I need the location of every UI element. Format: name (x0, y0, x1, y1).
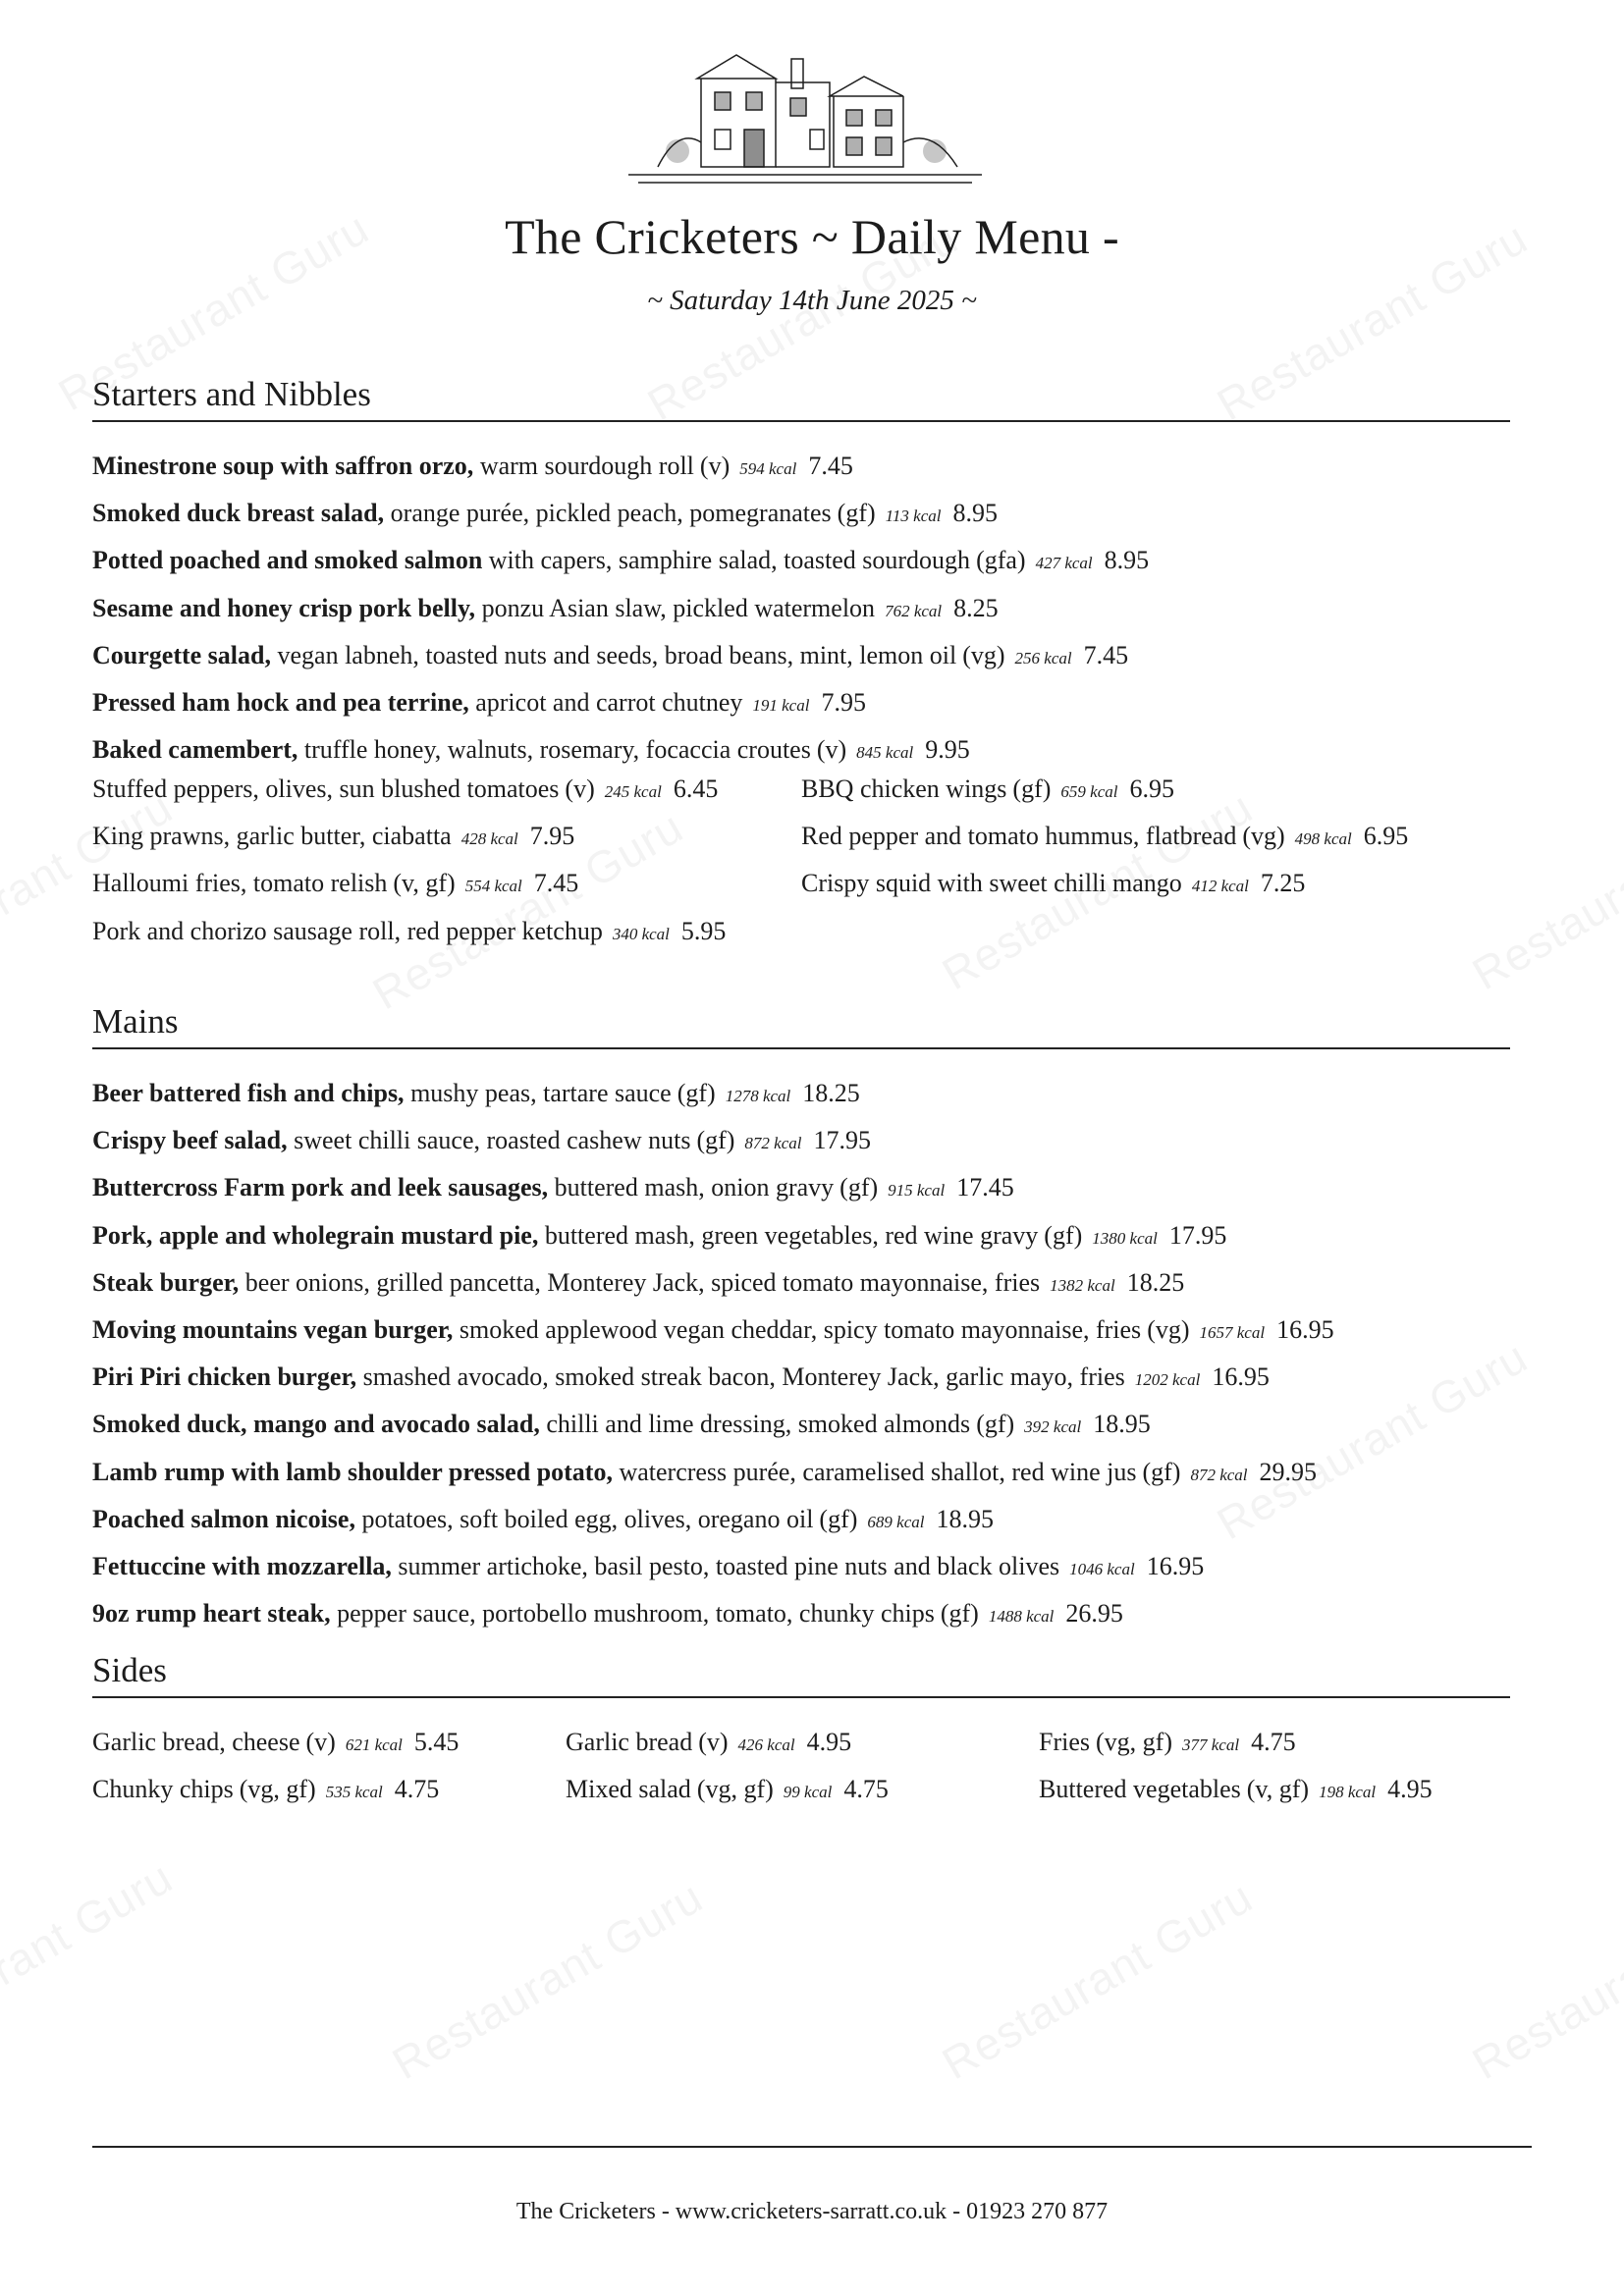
dish-description: Garlic bread (566, 1728, 693, 1756)
dish-name: Beer battered fish and chips, (92, 1079, 405, 1107)
section-heading-starters: Starters and Nibbles (92, 375, 1510, 422)
menu-item (92, 1308, 1526, 1355)
dish-price: 7.45 (1083, 640, 1129, 669)
menu-item (92, 861, 726, 908)
dish-price: 4.95 (806, 1728, 852, 1756)
dish-description: buttered mash, green vegetables, red wine gravy (538, 1220, 1039, 1250)
dish-description: apricot and carrot chutney (468, 688, 743, 718)
dish-name: Piri Piri chicken burger, (92, 1362, 357, 1392)
calorie-count: 621 kcal (345, 1735, 403, 1754)
dietary-tag: (v, gf) (393, 869, 456, 898)
dish-name: Pressed ham hock and pea terrine, (92, 688, 469, 718)
dish-description: Mixed salad (566, 1775, 691, 1804)
calorie-count: 1278 kcal (725, 1087, 791, 1105)
starters-list (92, 444, 1526, 774)
dish-name: Crispy beef salad, (92, 1126, 288, 1155)
menu-item (92, 1591, 1526, 1638)
dish-price: 17.95 (813, 1126, 871, 1155)
calorie-count: 872 kcal (744, 1134, 802, 1153)
dietary-tag: (gf) (1142, 1457, 1181, 1486)
menu-item (92, 1450, 1526, 1497)
dish-name: Potted poached and smoked salmon (92, 546, 483, 575)
dish-price: 5.95 (680, 916, 727, 945)
dish-description: Chunky chips (92, 1775, 234, 1804)
footer-contact: The Cricketers - www.cricketers-sarratt.co.uk - 01923 270 877 (515, 2199, 1109, 2224)
dish-description: truffle honey, walnuts, rosemary, focaccia croutes (298, 735, 811, 765)
calorie-count: 428 kcal (460, 829, 518, 849)
calorie-count: 1202 kcal (1134, 1370, 1201, 1390)
nibbles-left-column (92, 767, 726, 956)
dish-name: Smoked duck breast salad, (92, 499, 385, 528)
dish-name: Poached salmon nicoise, (92, 1504, 355, 1533)
menu-item (92, 1071, 1526, 1118)
dish-price: 4.95 (1387, 1775, 1433, 1804)
menu-item (92, 1118, 1526, 1165)
dish-price: 18.25 (802, 1079, 860, 1107)
menu-item (92, 491, 1526, 538)
calorie-count: 1382 kcal (1050, 1275, 1115, 1295)
menu-item (92, 680, 1526, 727)
dietary-tag: (vg, gf) (239, 1775, 316, 1804)
dish-price: 26.95 (1065, 1599, 1123, 1629)
dish-price: 8.95 (1104, 546, 1150, 575)
dietary-tag: (gf) (819, 1504, 858, 1533)
dish-price: 7.25 (1260, 869, 1306, 898)
menu-item (92, 767, 726, 814)
dish-name: Lamb rump with lamb shoulder pressed potato, (92, 1457, 613, 1486)
dietary-tag: (vg) (962, 640, 1005, 669)
dish-price: 18.25 (1126, 1267, 1185, 1297)
dish-name: Smoked duck, mango and avocado salad, (92, 1410, 540, 1439)
dish-price: 16.95 (1212, 1362, 1270, 1392)
dish-description: smashed avocado, smoked streak bacon, Monterey Jack, garlic mayo, fries (356, 1362, 1125, 1392)
calorie-count: 245 kcal (604, 782, 662, 801)
dietary-tag: (gf) (976, 1410, 1015, 1439)
dish-description: chilli and lime dressing, smoked almonds (539, 1410, 971, 1439)
dish-description: warm sourdough roll (473, 452, 694, 480)
menu-item (801, 767, 1408, 814)
calorie-count: 392 kcal (1024, 1417, 1082, 1437)
menu-item (92, 1544, 1526, 1591)
menu-item (92, 1767, 459, 1814)
dish-name: Baked camembert, (92, 735, 298, 765)
calorie-count: 915 kcal (888, 1181, 946, 1201)
dish-description: orange purée, pickled peach, pomegranates (384, 499, 832, 528)
dietary-tag: (v) (305, 1728, 336, 1756)
menu-item (92, 1720, 459, 1767)
dish-description: sweet chilli sauce, roasted cashew nuts (287, 1126, 691, 1155)
menu-item (801, 861, 1408, 908)
dish-description: Red pepper and tomato hummus, flatbread (801, 822, 1237, 851)
dietary-tag: (v) (699, 452, 731, 480)
calorie-count: 1488 kcal (988, 1607, 1055, 1627)
dietary-tag: (vg) (1147, 1315, 1190, 1345)
dish-price: 17.95 (1168, 1220, 1227, 1250)
calorie-count: 762 kcal (885, 601, 943, 620)
menu-item (1039, 1720, 1433, 1767)
calorie-count: 594 kcal (739, 459, 797, 478)
footer-divider (92, 2146, 1532, 2148)
calorie-count: 498 kcal (1294, 829, 1352, 849)
calorie-count: 1380 kcal (1092, 1228, 1158, 1248)
dish-description: beer onions, grilled pancetta, Monterey Jack, spiced tomato mayonnaise, fries (239, 1267, 1041, 1297)
dietary-tag: (v) (698, 1728, 729, 1756)
dietary-tag: (gf) (1044, 1220, 1083, 1250)
menu-item (92, 814, 726, 861)
dietary-tag: (gf) (839, 1173, 879, 1202)
dish-description: pepper sauce, portobello mushroom, tomato, chunky chips (330, 1599, 935, 1629)
menu-item (92, 1497, 1526, 1544)
calorie-count: 426 kcal (737, 1735, 795, 1754)
dish-name: Buttercross Farm pork and leek sausages, (92, 1173, 549, 1202)
dietary-tag: (v) (565, 774, 595, 803)
dish-price: 4.75 (394, 1775, 440, 1804)
dish-name: Pork, apple and wholegrain mustard pie, (92, 1220, 539, 1250)
dish-description: King prawns, garlic butter, ciabatta (92, 822, 452, 851)
section-heading-sides: Sides (92, 1651, 1510, 1698)
dish-description: summer artichoke, basil pesto, toasted pine nuts and black olives (391, 1552, 1060, 1581)
nibbles-right-column (801, 767, 1408, 909)
menu-item (566, 1720, 889, 1767)
menu-date: ~ Saturday 14th June 2025 ~ (647, 285, 977, 316)
dietary-tag: (gf) (677, 1079, 716, 1107)
menu-item (566, 1767, 889, 1814)
menu-title: The Cricketers ~ Daily Menu - (505, 209, 1119, 264)
dish-description: vegan labneh, toasted nuts and seeds, broad beans, mint, lemon oil (270, 640, 957, 669)
dish-name: Courgette salad, (92, 640, 271, 669)
dish-description: potatoes, soft boiled egg, olives, oregano oil (354, 1504, 814, 1533)
dish-price: 6.45 (673, 774, 719, 803)
menu-item (92, 586, 1526, 633)
sides-column-2 (566, 1720, 889, 1814)
dish-name: Minestrone soup with saffron orzo, (92, 452, 474, 480)
dish-price: 6.95 (1363, 822, 1409, 851)
dish-price: 18.95 (1093, 1410, 1151, 1439)
dish-description: Fries (1039, 1728, 1090, 1756)
dietary-tag: (gfa) (976, 546, 1026, 575)
dietary-tag: (v, gf) (1246, 1775, 1310, 1804)
dish-description: Crispy squid with sweet chilli mango (801, 869, 1182, 898)
dish-description: smoked applewood vegan cheddar, spicy tomato mayonnaise, fries (453, 1315, 1142, 1345)
mains-list (92, 1071, 1526, 1638)
menu-item (92, 538, 1526, 585)
dish-description: with capers, samphire salad, toasted sourdough (482, 546, 971, 575)
dish-price: 8.25 (953, 593, 999, 622)
menu-item (92, 909, 726, 956)
calorie-count: 845 kcal (856, 743, 914, 763)
dish-description: Pork and chorizo sausage roll, red pepper ketchup (92, 916, 603, 945)
dietary-tag: (vg, gf) (1096, 1728, 1172, 1756)
dish-description: Stuffed peppers, olives, sun blushed tomatoes (92, 774, 560, 803)
calorie-count: 340 kcal (612, 924, 670, 943)
menu-item (801, 814, 1408, 861)
menu-item (92, 633, 1526, 680)
dish-description: ponzu Asian slaw, pickled watermelon (475, 593, 876, 622)
dietary-tag: (vg, gf) (696, 1775, 774, 1804)
dietary-tag: (gf) (1012, 774, 1052, 803)
calorie-count: 191 kcal (752, 696, 810, 716)
dish-price: 16.95 (1276, 1315, 1334, 1345)
menu-item (1039, 1767, 1433, 1814)
dish-description: mushy peas, tartare sauce (404, 1079, 672, 1107)
dish-price: 29.95 (1259, 1457, 1318, 1486)
calorie-count: 99 kcal (783, 1783, 833, 1802)
dish-name: Fettuccine with mozzarella, (92, 1552, 392, 1581)
dish-name: Sesame and honey crisp pork belly, (92, 593, 476, 622)
menu-item (92, 1213, 1526, 1260)
dish-description: Garlic bread, cheese (92, 1728, 300, 1756)
menu-item (92, 1165, 1526, 1212)
dish-price: 7.95 (821, 688, 866, 718)
dish-price: 17.45 (956, 1173, 1014, 1202)
sides-column-3 (1039, 1720, 1433, 1814)
calorie-count: 198 kcal (1319, 1783, 1377, 1802)
dish-name: Moving mountains vegan burger, (92, 1315, 454, 1345)
calorie-count: 535 kcal (325, 1783, 383, 1802)
dish-description: watercress purée, caramelised shallot, red wine jus (612, 1457, 1137, 1486)
dish-price: 5.45 (413, 1728, 460, 1756)
dish-price: 7.45 (533, 869, 579, 898)
dietary-tag: (v) (816, 735, 847, 765)
dish-description: Halloumi fries, tomato relish (92, 869, 388, 898)
calorie-count: 872 kcal (1190, 1465, 1248, 1484)
section-heading-mains: Mains (92, 1002, 1510, 1049)
calorie-count: 689 kcal (867, 1512, 925, 1531)
dish-description: Buttered vegetables (1039, 1775, 1241, 1804)
dietary-tag: (gf) (940, 1599, 979, 1629)
dietary-tag: (gf) (837, 499, 876, 528)
dish-description: buttered mash, onion gravy (548, 1173, 835, 1202)
dietary-tag: (gf) (696, 1126, 735, 1155)
calorie-count: 377 kcal (1181, 1735, 1240, 1754)
menu-item (92, 1355, 1526, 1402)
calorie-count: 1046 kcal (1069, 1560, 1135, 1579)
calorie-count: 427 kcal (1035, 554, 1093, 573)
dish-price: 4.75 (1251, 1728, 1296, 1756)
calorie-count: 256 kcal (1014, 648, 1072, 667)
dish-price: 7.45 (808, 452, 853, 480)
dish-price: 6.95 (1129, 774, 1174, 803)
calorie-count: 412 kcal (1191, 877, 1249, 896)
dish-price: 7.95 (529, 822, 575, 851)
dietary-tag: (vg) (1242, 822, 1285, 851)
dish-price: 4.75 (843, 1775, 889, 1804)
pub-building-illustration (619, 49, 992, 191)
menu-item (92, 1402, 1526, 1449)
dish-price: 18.95 (936, 1504, 994, 1533)
sides-column-1 (92, 1720, 459, 1814)
dish-price: 8.95 (952, 499, 998, 528)
calorie-count: 1657 kcal (1199, 1323, 1266, 1343)
calorie-count: 659 kcal (1060, 782, 1118, 801)
dish-price: 9.95 (925, 735, 970, 765)
dish-name: Steak burger, (92, 1267, 240, 1297)
calorie-count: 113 kcal (885, 507, 942, 526)
dish-price: 16.95 (1146, 1552, 1205, 1581)
menu-item (92, 1260, 1526, 1308)
menu-item (92, 444, 1526, 491)
dish-description: BBQ chicken wings (801, 774, 1007, 803)
dish-name: 9oz rump heart steak, (92, 1599, 331, 1629)
calorie-count: 554 kcal (464, 877, 522, 896)
